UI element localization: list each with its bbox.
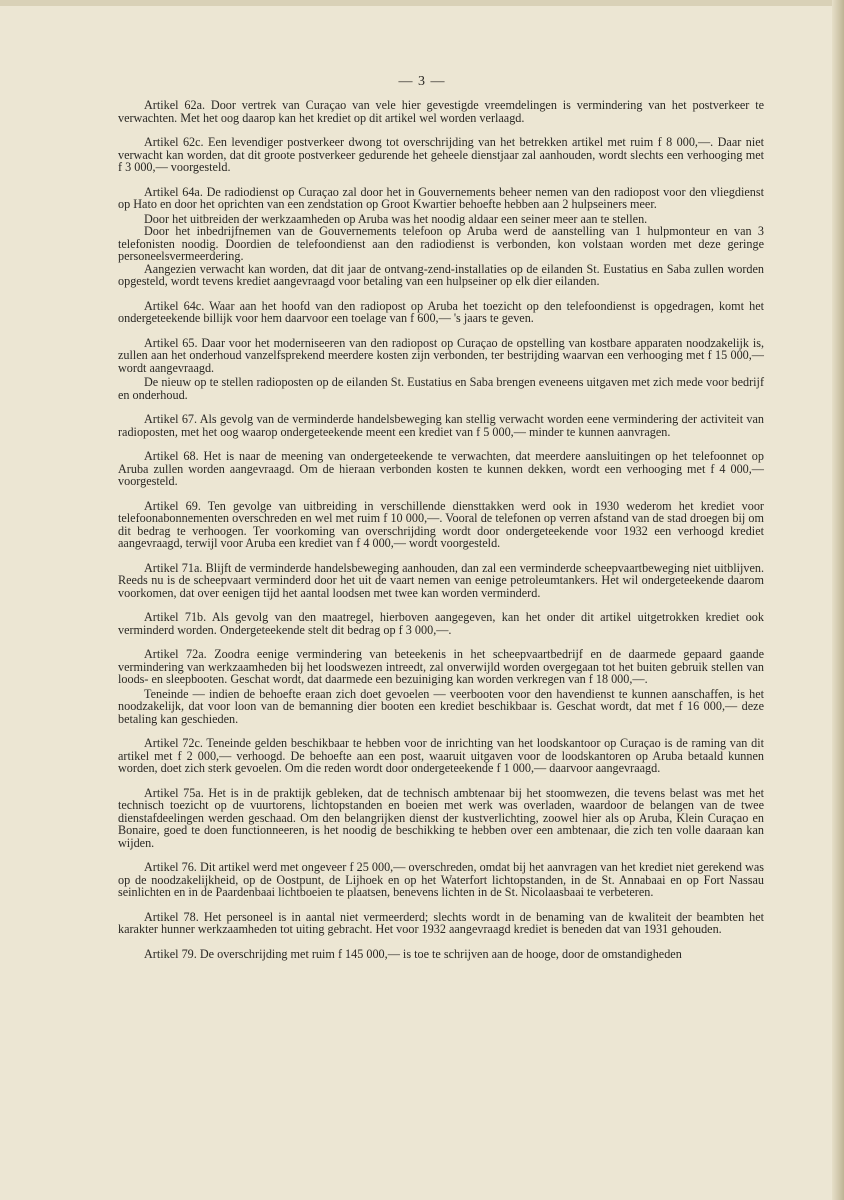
paragraph-art-62c: Artikel 62c. Een levendiger postverkeer dwong tot overschrijding van het betrekken artikel met ruim f 8 000,—. Daar niet verwacht kan worden, dat dit groote postverkeer gedurende het geheele dienstjaar zal aanhouden, wordt slechts een verhooging met f 3 000,— voorgesteld. xyxy=(118,135,764,174)
paragraph-art-76: Artikel 76. Dit artikel werd met ongeveer f 25 000,— overschreden, omdat bij het aanvragen van het krediet niet gerekend was op de noodzakelijkheid, op de Oostpunt, de Lijhoek en op het Waterfort lichtopstanden, in de St. Annabaai en op Fort Nassau seinlichten en in de Paardenbaai lichtboeien te plaatsen, benevens lichten in de St. Nicolaasbaai te verbeteren. xyxy=(118,860,764,899)
paragraph-art-71a: Artikel 71a. Blijft de verminderde handelsbeweging aanhouden, dan zal een verminderde scheepvaartbeweging niet uitblijven. Reeds nu is de scheepvaart verminderd door het uit de vaart nemen van eenige petroleumtankers. Het wil ondergeteekende daarom voorkomen, dat over eenigen tijd het aantal loodsen met twee kan worden verminderd. xyxy=(118,560,764,600)
paragraph-art-72c: Artikel 72c. Teneinde gelden beschikbaar te hebben voor de inrichting van het loodskantoor op Curaçao is de raming van dit artikel met f 2 000,— verhoogd. De behoefte aan een post, waaruit uitgaven voor de loodskantoren op Aruba betaald kunnen worden, doet zich sterk gevoelen. Om die reden wordt door ondergeteekende f 1 000,— daarvoor aangevraagd. xyxy=(118,736,764,775)
paragraph-art-79: Artikel 79. De overschrijding met ruim f 145 000,— is toe te schrijven aan de hooge, door de omstandigheden xyxy=(144,946,682,961)
paragraph-art-62a: Artikel 62a. Door vertrek van Curaçao van vele hier gevestigde vreemdelingen is vermindering van het postverkeer te verwachten. Met het oog daarop kan het krediet op dit artikel wel worden verlaagd. xyxy=(118,98,764,125)
paragraph-art-72a-veerbooten: Teneinde — indien de behoefte eraan zich doet gevoelen — veerbooten voor den havendienst te kunnen aanschaffen, is het noodzakelijk, dat voor loon van de bemanning dier booten een krediet beschikbaar is. Geschat wordt, dat met f 16 000,— deze betaling kan geschieden. xyxy=(118,686,764,726)
paragraph-art-71b: Artikel 71b. Als gevolg van den maatregel, hierboven aangegeven, kan het onder dit artikel uitgetrokken krediet ook verminderd worden. Ondergeteekende stelt dit bedrag op f 3 000,—. xyxy=(118,610,764,637)
paragraph-art-69: Artikel 69. Ten gevolge van uitbreiding in verschillende diensttakken werd ook in 1930 wederom het krediet voor telefoonabonnementen overschreden en wel met ruim f 10 000,—. Vooral de telefonen op verren afstand van de stad droegen bij om dit bedrag te verhoogen. Ter voorkoming van overschrijding wordt door ondergeteekende voor 1932 een verhoogd krediet aangevraagd, terwijl voor Aruba een krediet van f 4 000,— wordt voorgesteld. xyxy=(118,498,764,550)
page-number: — 3 — xyxy=(398,74,446,89)
paragraph-art-65-radioposten: De nieuw op te stellen radioposten op de eilanden St. Eustatius en Saba brengen eveneens uitgaven met zich mede voor bedrijf en onderhoud. xyxy=(118,375,764,402)
paragraph-art-78: Artikel 78. Het personeel is in aantal niet vermeerderd; slechts wordt in de benaming van de kwaliteit der beambten het karakter hunner werkzaamheden tot uiting gebracht. Het voor 1932 aangevraagd krediet is beneden dat van 1931 gehouden. xyxy=(118,909,764,936)
paragraph-art-64c: Artikel 64c. Waar aan het hoofd van den radiopost op Aruba het toezicht op den telefoondienst is opgedragen, komt het ondergeteekende billijk voor hem daarvoor een toelage van f 600,— 's jaars te geven. xyxy=(118,298,764,325)
paragraph-art-65: Artikel 65. Daar voor het moderniseeren van den radiopost op Curaçao de opstelling van kostbare apparaten noodzakelijk is, zullen aan het onderhoud vanzelfsprekend meerdere kosten zijn verbonden, ter bestrijding waarvan een verhooging met f 15 000,— wordt aangevraagd. xyxy=(118,335,764,375)
paragraph-art-75a: Artikel 75a. Het is in de praktijk gebleken, dat de technisch ambtenaar bij het stoomwezen, die tevens belast was met het technisch toezicht op de vuurtorens, lichtopstanden en boeien met werk was overladen, waardoor de belangen van de twee dienstafdeelingen werden geschaad. Om den belangrijken dienst der kustverlichting, zoowel hier als op Aruba, Klein Curaçao en Bonaire, goed te doen functionneeren, is het noodig de beschikking te hebben over een ambtenaar, die zich ten volle daaraan kan wijden. xyxy=(118,785,764,850)
paragraph-art-64a: Artikel 64a. De radiodienst op Curaçao zal door het in Gouvernements beheer nemen van den radiopost voor den vliegdienst op Hato en door het oprichten van een zendstation op Groot Kwartier behoefte hebben aan 2 hulpseiners meer. xyxy=(118,184,764,211)
paragraph-art-72a: Artikel 72a. Zoodra eenige vermindering van beteekenis in het scheepvaartbedrijf en de daarmede gepaard gaande vermindering van werkzaamheden bij het loodswezen intreedt, zal onverwijld worden overgegaan tot het buiten gebruik stellen van loods- en sleepbooten. Geschat wordt, dat daarmede een bezuiniging kan worden verkregen van f 18 000,—. xyxy=(118,647,764,686)
paragraph-art-67: Artikel 67. Als gevolg van de verminderde handelsbeweging kan stellig verwacht worden eene vermindering der activiteit van radioposten, met het oog waarop ondergeteekende meent een krediet van f 5 000,— minder te kunnen aanvragen. xyxy=(118,412,764,439)
paragraph-art-64a-aruba: Door het uitbreiden der werkzaamheden op Aruba was het noodig aldaar een seiner meer aan te stellen. xyxy=(144,211,648,226)
paragraph-art-64a-eilanden: Aangezien verwacht kan worden, dat dit jaar de ontvang-zend-installaties op de eilanden St. Eustatius en Saba zullen worden opgesteld, wordt tevens krediet aangevraagd voor betaling van een hulpseiner op elk dier eilanden. xyxy=(118,261,764,288)
paragraph-art-68: Artikel 68. Het is naar de meening van ondergeteekende te verwachten, dat meerdere aansluitingen op het telefoonnet op Aruba zullen worden aangevraagd. Om de hieraan verbonden kosten te kunnen dekken, wordt een verhooging met f 4 000,— voorgesteld. xyxy=(118,449,764,488)
page-top-edge xyxy=(0,0,844,6)
document-body xyxy=(118,99,764,960)
page-right-edge xyxy=(832,0,844,1200)
paragraph-art-64a-telefoon: Door het inbedrijfnemen van de Gouvernements telefoon op Aruba werd de aanstelling van 1 hulpmonteur en van 3 telefonisten noodig. Doordien de telefoondienst aan den radiodienst is verbonden, kon volstaan worden met deze geringe personeelsvermeerdering. xyxy=(118,224,764,263)
